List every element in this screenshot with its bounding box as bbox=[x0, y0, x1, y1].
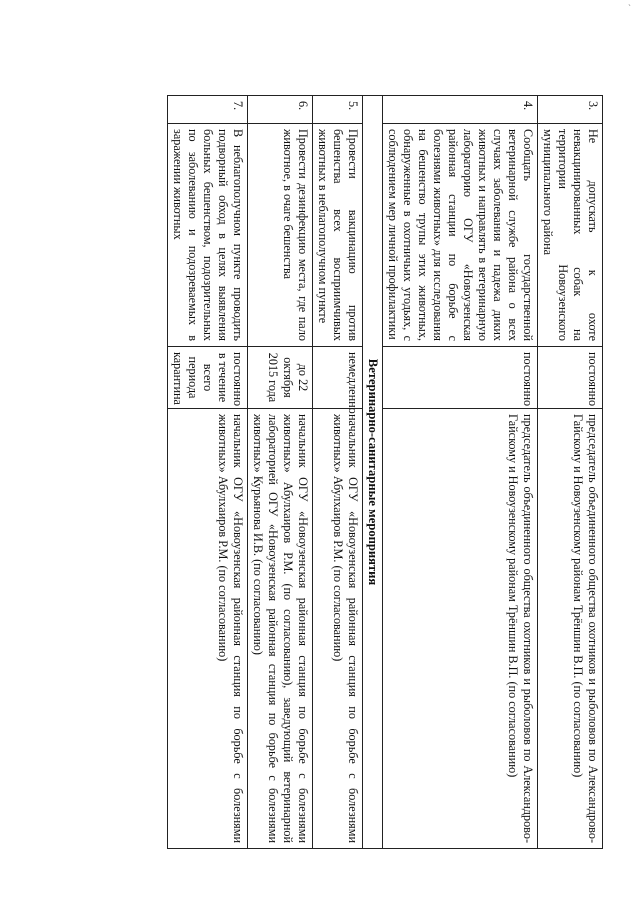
row-number: 7. bbox=[168, 96, 248, 124]
row-number: 3. bbox=[538, 96, 603, 124]
responsible-cell: начальник ОГУ «Новоузенская районная станция по борьбе с болезнями животных» Абулхаиров Р.М. (по согласованию), заведующий ветеринарной лабораторией ОГУ «Новоузенская районная станция по борьбе с болезнями животных» Курьянова И.В. (по согласованию) bbox=[248, 409, 313, 849]
row-number: 4. bbox=[383, 96, 538, 124]
table-row bbox=[248, 96, 313, 849]
responsible-cell: начальник ОГУ «Новоузенская районная станция по борьбе с болезнями животных» Абулхаиров Р.М. (по согласованию) bbox=[313, 409, 363, 849]
action-cell: Провести дезинфекцию места, где пало животное, в очаге бешенства bbox=[248, 124, 313, 347]
action-cell: В неблагополучном пункте проводить подворный обход в целях выявления больных бешенством, подозрительных по заболеванию и подозреваемых в заражении животных bbox=[168, 124, 248, 347]
action-cell: Провести вакцинацию против бешенства всех восприимчивых животных в неблагополучном пункте bbox=[313, 124, 363, 347]
section-header-row bbox=[363, 96, 383, 849]
responsible-cell: начальник ОГУ «Новоузенская районная станция по борьбе с болезнями животных» Абулхаиров Р.М. (по согласованию) bbox=[168, 409, 248, 849]
section-title: Ветеринарно-санитарные мероприятия bbox=[363, 96, 383, 849]
table-row bbox=[383, 96, 538, 849]
table-row bbox=[313, 96, 363, 849]
responsible-cell: председатель объединенного общества охотников и рыболовов по Александрово-Гайскому и Новоузенскому районам Трёншин В.П. (по согласованию) bbox=[383, 409, 538, 849]
row-number: 6. bbox=[248, 96, 313, 124]
measures-table bbox=[167, 95, 603, 849]
term-cell: постоянно bbox=[383, 347, 538, 409]
table-row bbox=[538, 96, 603, 849]
row-number: 5. bbox=[313, 96, 363, 124]
action-cell: Не допускать к охоте невакцинированных собак на территории Новоузенского муниципального района bbox=[538, 124, 603, 347]
action-cell: Сообщать государственной ветеринарной службе района о всех случаях заболевания и падежа диких животных и направлять в ветеринарную лабораторию ОГУ «Новоузенская районная станции по борьбе с болезнями животных» для исследования на бешенство трупы этих животных, обнаруженные в охотничьих угодьях, с соблюдением мер личной профилактики bbox=[383, 124, 538, 347]
table-row bbox=[168, 96, 248, 849]
corner-mark: ` bbox=[628, 3, 631, 13]
term-cell: немедленно bbox=[313, 347, 363, 409]
term-cell: постоянно bbox=[538, 347, 603, 409]
term-cell: до 22 октября 2015 года bbox=[248, 347, 313, 409]
term-cell: постоянно в течение всего периода карантина bbox=[168, 347, 248, 409]
responsible-cell: председатель объединенного общества охотников и рыболовов по Александрово-Гайскому и Новоузенскому районам Трёншин В.П. (по согласованию) bbox=[538, 409, 603, 849]
